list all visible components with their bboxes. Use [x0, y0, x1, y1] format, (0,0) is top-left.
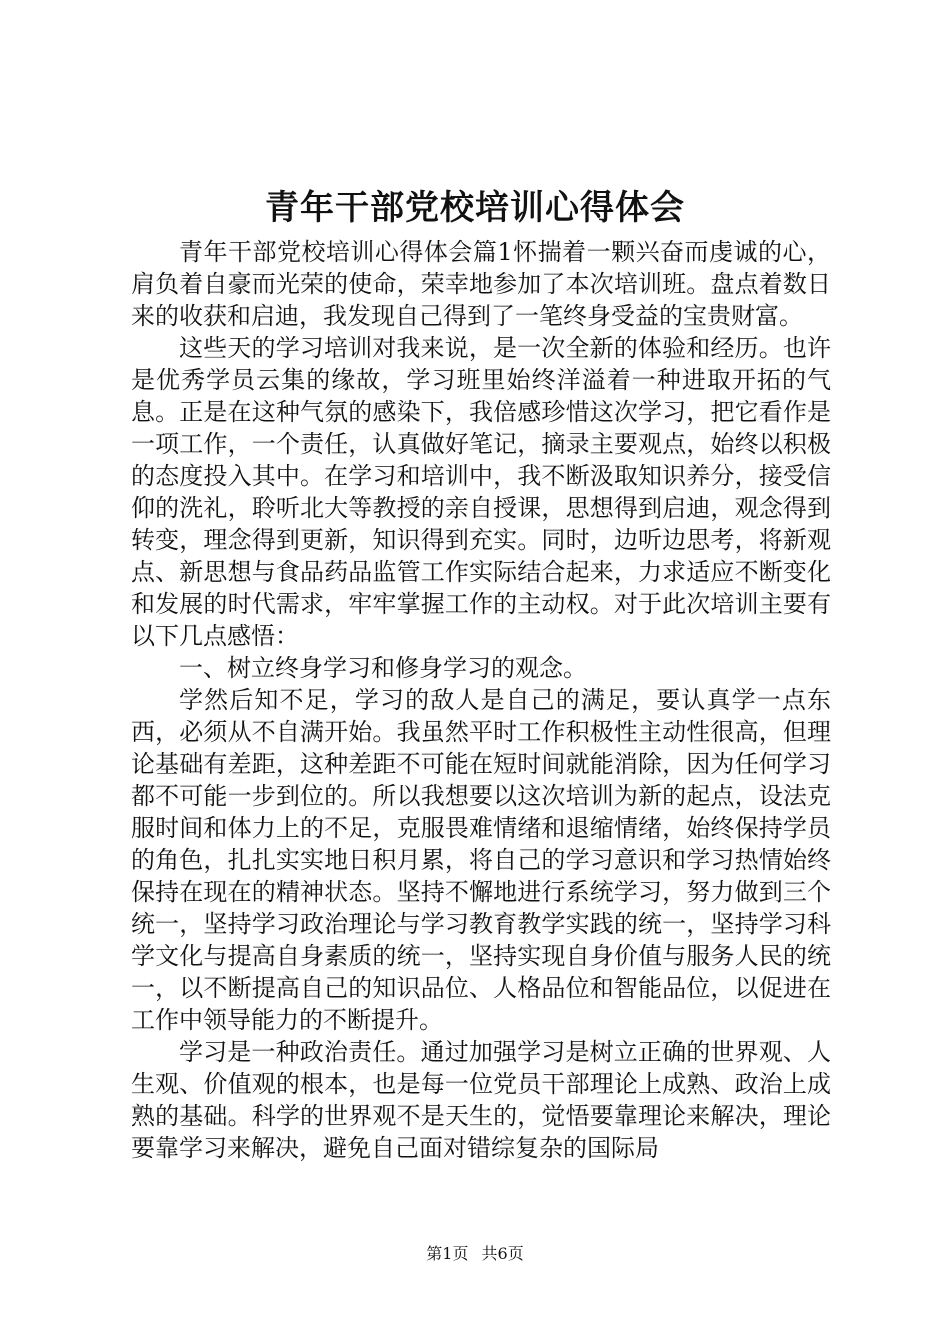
document-body — [131, 236, 831, 1164]
paragraph-4: 学然后知不足，学习的敌人是自己的满足，要认真学一点东西，必须从不自满开始。我虽然平时工作积极性主动性很高，但理论基础有差距，这种差距不可能在短时间就能消除，因为任何学习都不可能一步到位的。所以我想要以这次培训为新的起点，设法克服时间和体力上的不足，克服畏难情绪和退缩情绪，始终保持学员的角色，扎扎实实地日积月累，将自己的学习意识和学习热情始终保持在现在的精神状态。坚持不懈地进行系统学习，努力做到三个统一，坚持学习政治理论与学习教育教学实践的统一，坚持学习科学文化与提高自身素质的统一，坚持实现自身价值与服务人民的统一，以不断提高自己的知识品位、人格品位和智能品位，以促进在工作中领导能力的不断提升。 — [131, 686, 831, 1034]
page-footer — [0, 1244, 950, 1264]
page-number: 第1页 — [426, 1244, 469, 1263]
document-title: 青年干部党校培训心得体会 — [265, 188, 685, 228]
paragraph-5: 学习是一种政治责任。通过加强学习是树立正确的世界观、人生观、价值观的根本，也是每一位党员干部理论上成熟、政治上成熟的基础。科学的世界观不是天生的，觉悟要靠理论来解决，理论要靠学习来解决，避免自己面对错综复杂的国际局 — [131, 1038, 831, 1162]
paragraph-3: 一、树立终身学习和修身学习的观念。 — [179, 654, 587, 682]
paragraph-1: 青年干部党校培训心得体会篇1怀揣着一颗兴奋而虔诚的心，肩负着自豪而光荣的使命，荣幸地参加了本次培训班。盘点着数日来的收获和启迪，我发现自己得到了一笔终身受益的宝贵财富。 — [131, 238, 831, 330]
page-total: 共6页 — [481, 1244, 524, 1263]
paragraph-2: 这些天的学习培训对我来说，是一次全新的体验和经历。也许是优秀学员云集的缘故，学习班里始终洋溢着一种进取开拓的气息。正是在这种气氛的感染下，我倍感珍惜这次学习，把它看作是一项工作，一个责任，认真做好笔记，摘录主要观点，始终以积极的态度投入其中。在学习和培训中，我不断汲取知识养分，接受信仰的洗礼，聆听北大等教授的亲自授课，思想得到启迪，观念得到转变，理念得到更新，知识得到充实。同时，边听边思考，将新观点、新思想与食品药品监管工作实际结合起来，力求适应不断变化和发展的时代需求，牢牢掌握工作的主动权。对于此次培训主要有以下几点感悟： — [131, 334, 831, 650]
